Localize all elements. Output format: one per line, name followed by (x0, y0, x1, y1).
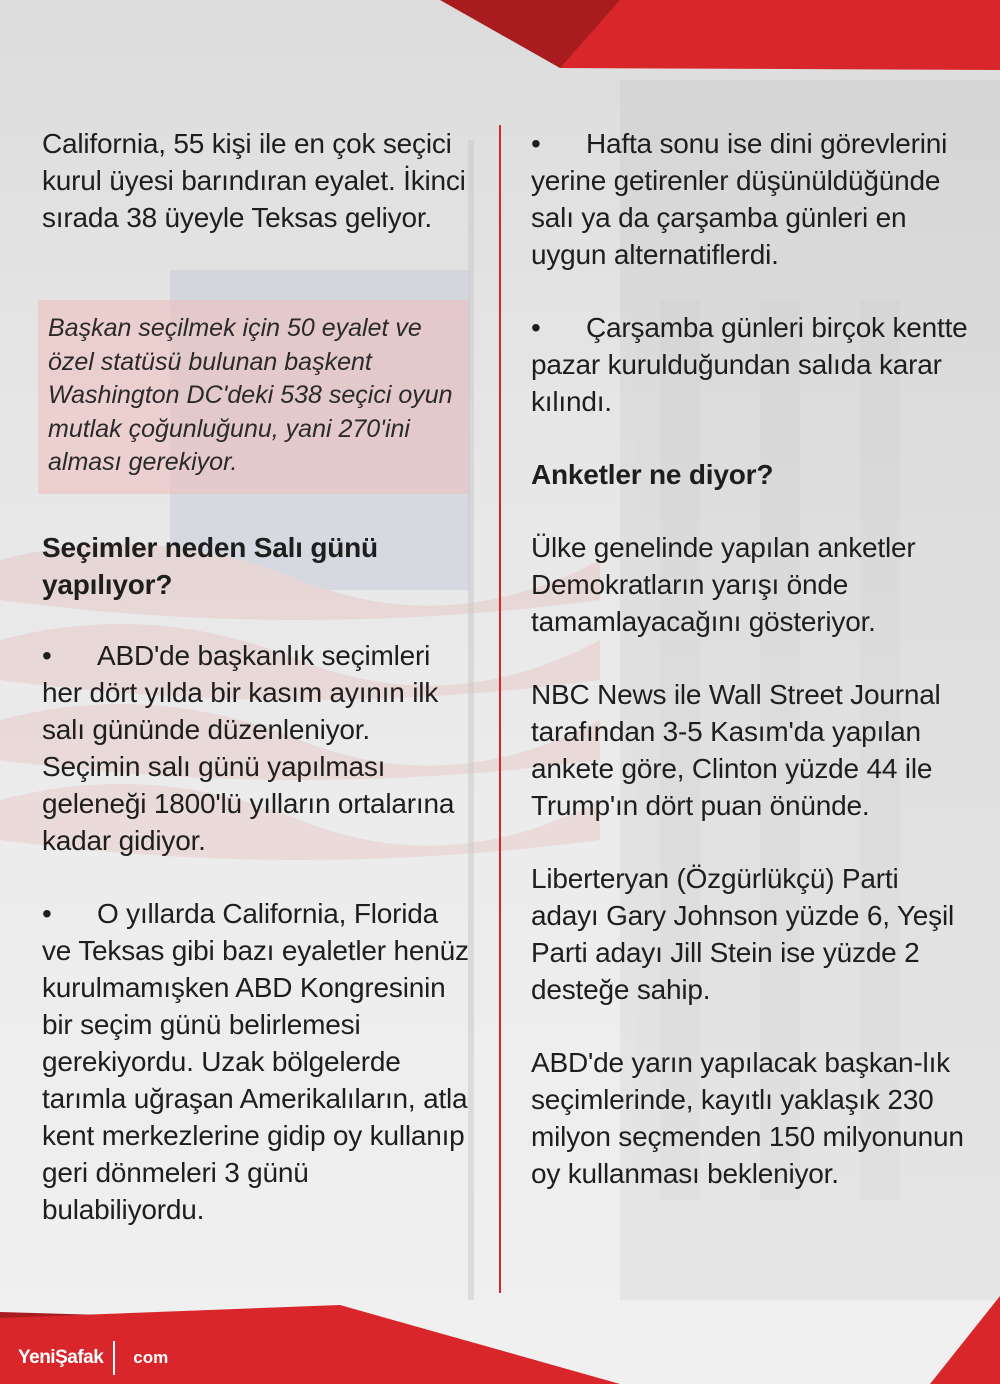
bullet-symbol: • (42, 898, 52, 929)
left-bullet-1 (42, 637, 472, 859)
intro-paragraph: California, 55 kişi ile en çok seçici kurul üyesi barındıran eyalet. İkinci sırada 38 üyeyle Teksas geliyor. (42, 128, 466, 233)
left-heading: Seçimler neden Salı günü yapılıyor? (42, 532, 378, 600)
left-column (42, 125, 472, 1264)
highlight-text: Başkan seçilmek için 50 eyalet ve özel statüsü bulunan başkent Washington DC'deki 538 seçici oyun mutlak çoğunluğunu, yani 270'ini alması gerekiyor. (48, 314, 453, 476)
left-bullet-2 (42, 895, 472, 1228)
right-column (531, 125, 971, 1228)
bottom-right-shape (930, 1296, 1000, 1384)
right-paragraph-3: Liberteryan (Özgürlükçü) Parti adayı Gary Johnson yüzde 6, Yeşil Parti adayı Jill Stein ise yüzde 2 desteğe sahip. (531, 863, 955, 1005)
right-bullet-1-text: Hafta sonu ise dini görevlerini yerine getirenler düşünüldüğünde salı ya da çarşamba günleri en uygun alternatiflerdi. (531, 128, 948, 270)
top-corner-shape (560, 0, 1000, 70)
column-divider (499, 125, 501, 1293)
bullet-symbol: • (531, 312, 541, 343)
left-bullet-1-text: ABD'de başkanlık seçimleri her dört yılda bir kasım ayının ilk salı gününde düzenleniyor. Seçimin salı günü yapılması geleneği 1800'lü yılların ortalarına kadar gidiyor. (42, 640, 455, 856)
right-bullet-2 (531, 309, 971, 420)
right-bullet-1 (531, 125, 971, 273)
brand-domain: com (133, 1348, 169, 1367)
brand-logo: YeniŞafak (18, 1347, 104, 1368)
right-paragraph-4: ABD'de yarın yapılacak başkan-lık seçimlerinde, kayıtlı yaklaşık 230 milyon seçmenden 150 milyonunun oy kullanması bekleniyor. (531, 1047, 964, 1189)
right-bullet-2-text: Çarşamba günleri birçok kentte pazar kurulduğundan salıda karar kılındı. (531, 312, 968, 417)
right-paragraph-1: Ülke genelinde yapılan anketler Demokratların yarışı önde tamamlayacağını gösteriyor. (531, 532, 916, 637)
bullet-symbol: • (42, 640, 52, 671)
left-bullet-2-text: O yıllarda California, Florida ve Teksas gibi bazı eyaletler henüz kurulmamışken ABD Kongresinin bir seçim günü belirlemesi gerekiyordu. Uzak bölgelerde tarımla uğraşan Amerikalıların, atla kent merkezlerine gidip oy kullanıp geri dönmeleri 3 günü bulabiliyordu. (42, 898, 469, 1225)
right-heading: Anketler ne diyor? (531, 459, 774, 490)
footer-logo[interactable] (18, 1340, 168, 1376)
logo-separator (113, 1341, 115, 1375)
right-paragraph-2: NBC News ile Wall Street Journal tarafından 3-5 Kasım'da yapılan ankete göre, Clinton yüzde 44 ile Trump'ın dört puan önünde. (531, 679, 941, 821)
bullet-symbol: • (531, 128, 541, 159)
